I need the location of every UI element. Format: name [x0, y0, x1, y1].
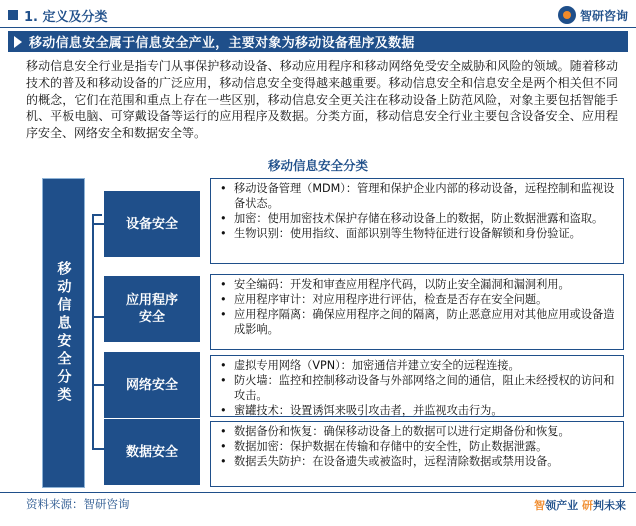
detail-item: • 移动设备管理（MDM）：管理和保护企业内部的移动设备，远程控制和监视设备状态。	[217, 181, 617, 211]
connector-tick	[92, 448, 104, 450]
brand-logo	[558, 4, 628, 26]
footer-slogan	[534, 497, 626, 513]
detail-item: • 安全编码：开发和审查应用程序代码，以防止安全漏洞和漏洞利用。	[217, 277, 617, 292]
diagram-title: 移动信息安全分类	[267, 158, 368, 173]
detail-item: • 蜜罐技术：设置诱饵来吸引攻击者，并监视攻击行为。	[217, 403, 617, 418]
connector-bracket	[92, 214, 102, 450]
detail-item: • 数据丢失防护：在设备遗失或被盗时，远程清除数据或禁用设备。	[217, 454, 617, 469]
slogan-part: 判未来	[593, 499, 626, 512]
detail-item: • 防火墙：监控和控制移动设备与外部网络之间的通信，阻止未经授权的访问和攻击。	[217, 373, 617, 403]
root-node	[42, 178, 85, 488]
category-label: 设备安全	[125, 216, 178, 232]
detail-item: • 应用程序隔离：确保应用程序之间的隔离，防止恶意应用对其他应用或设备造成影响。	[217, 307, 617, 337]
slogan-part: 智	[534, 499, 546, 512]
detail-item: • 加密：使用加密技术保护存储在移动设备上的数据，防止数据泄露和盗取。	[217, 211, 617, 226]
detail-item: • 虚拟专用网络（VPN）：加密通信并建立安全的远程连接。	[217, 358, 617, 373]
category-app-security	[104, 276, 200, 342]
source-note: 资料来源：智研咨询	[26, 497, 130, 511]
detail-item: • 数据备份和恢复：确保移动设备上的数据可以进行定期备份和恢复。	[217, 424, 617, 439]
banner-title: 移动信息安全属于信息安全产业，主要对象为移动设备程序及数据	[29, 36, 415, 51]
title-banner	[8, 31, 628, 52]
category-label: 数据安全	[125, 444, 178, 460]
detail-box-app-security	[210, 274, 624, 350]
section-square-icon	[8, 10, 18, 20]
connector-tick	[92, 223, 104, 225]
category-network-security	[104, 352, 200, 418]
connector-tick	[92, 316, 104, 318]
detail-item: • 生物识别：使用指纹、面部识别等生物特征进行设备解锁和身份验证。	[217, 226, 617, 241]
detail-item: • 应用程序审计：对应用程序进行评估，检查是否存在安全问题。	[217, 292, 617, 307]
header-divider	[0, 27, 636, 28]
slogan-part: 领产业	[545, 499, 579, 512]
section-title: 1. 定义及分类	[24, 9, 108, 25]
category-label: 网络安全	[125, 377, 178, 393]
root-label: 移动信息安全分类	[55, 261, 72, 405]
category-data-security	[104, 419, 200, 485]
detail-box-device-security	[210, 178, 624, 264]
slogan-part: 研	[582, 499, 593, 512]
detail-box-data-security	[210, 421, 624, 487]
logo-icon	[558, 6, 576, 24]
detail-item: • 数据加密：保护数据在传输和存储中的安全性，防止数据泄露。	[217, 439, 617, 454]
connector-tick	[92, 384, 104, 386]
intro-paragraph: 移动信息安全行业是指专门从事保护移动设备、移动应用程序和移动网络免受安全威胁和风险的领域。随着移动技术的普及和移动设备的广泛应用，移动信息安全变得越来越重要。移动信息安全和信息安全是两个相关但不同的概念，它们在范围和重点上存在一些区别，移动信息安全更关注在移动设备上防范风险，对象主要包括智能手机、平板电脑、可穿戴设备等运行的应用程序及数据。分类方面，移动信息安全行业主要包含设备安全、应用程序安全、网络安全和数据安全等。	[26, 59, 618, 141]
triangle-arrow-icon	[14, 36, 22, 48]
detail-box-network-security	[210, 355, 624, 417]
category-label: 应用程序安全	[125, 293, 178, 325]
section-header	[8, 5, 108, 25]
category-device-security	[104, 191, 200, 257]
footer-divider	[0, 492, 636, 493]
logo-text: 智研咨询	[579, 8, 628, 23]
